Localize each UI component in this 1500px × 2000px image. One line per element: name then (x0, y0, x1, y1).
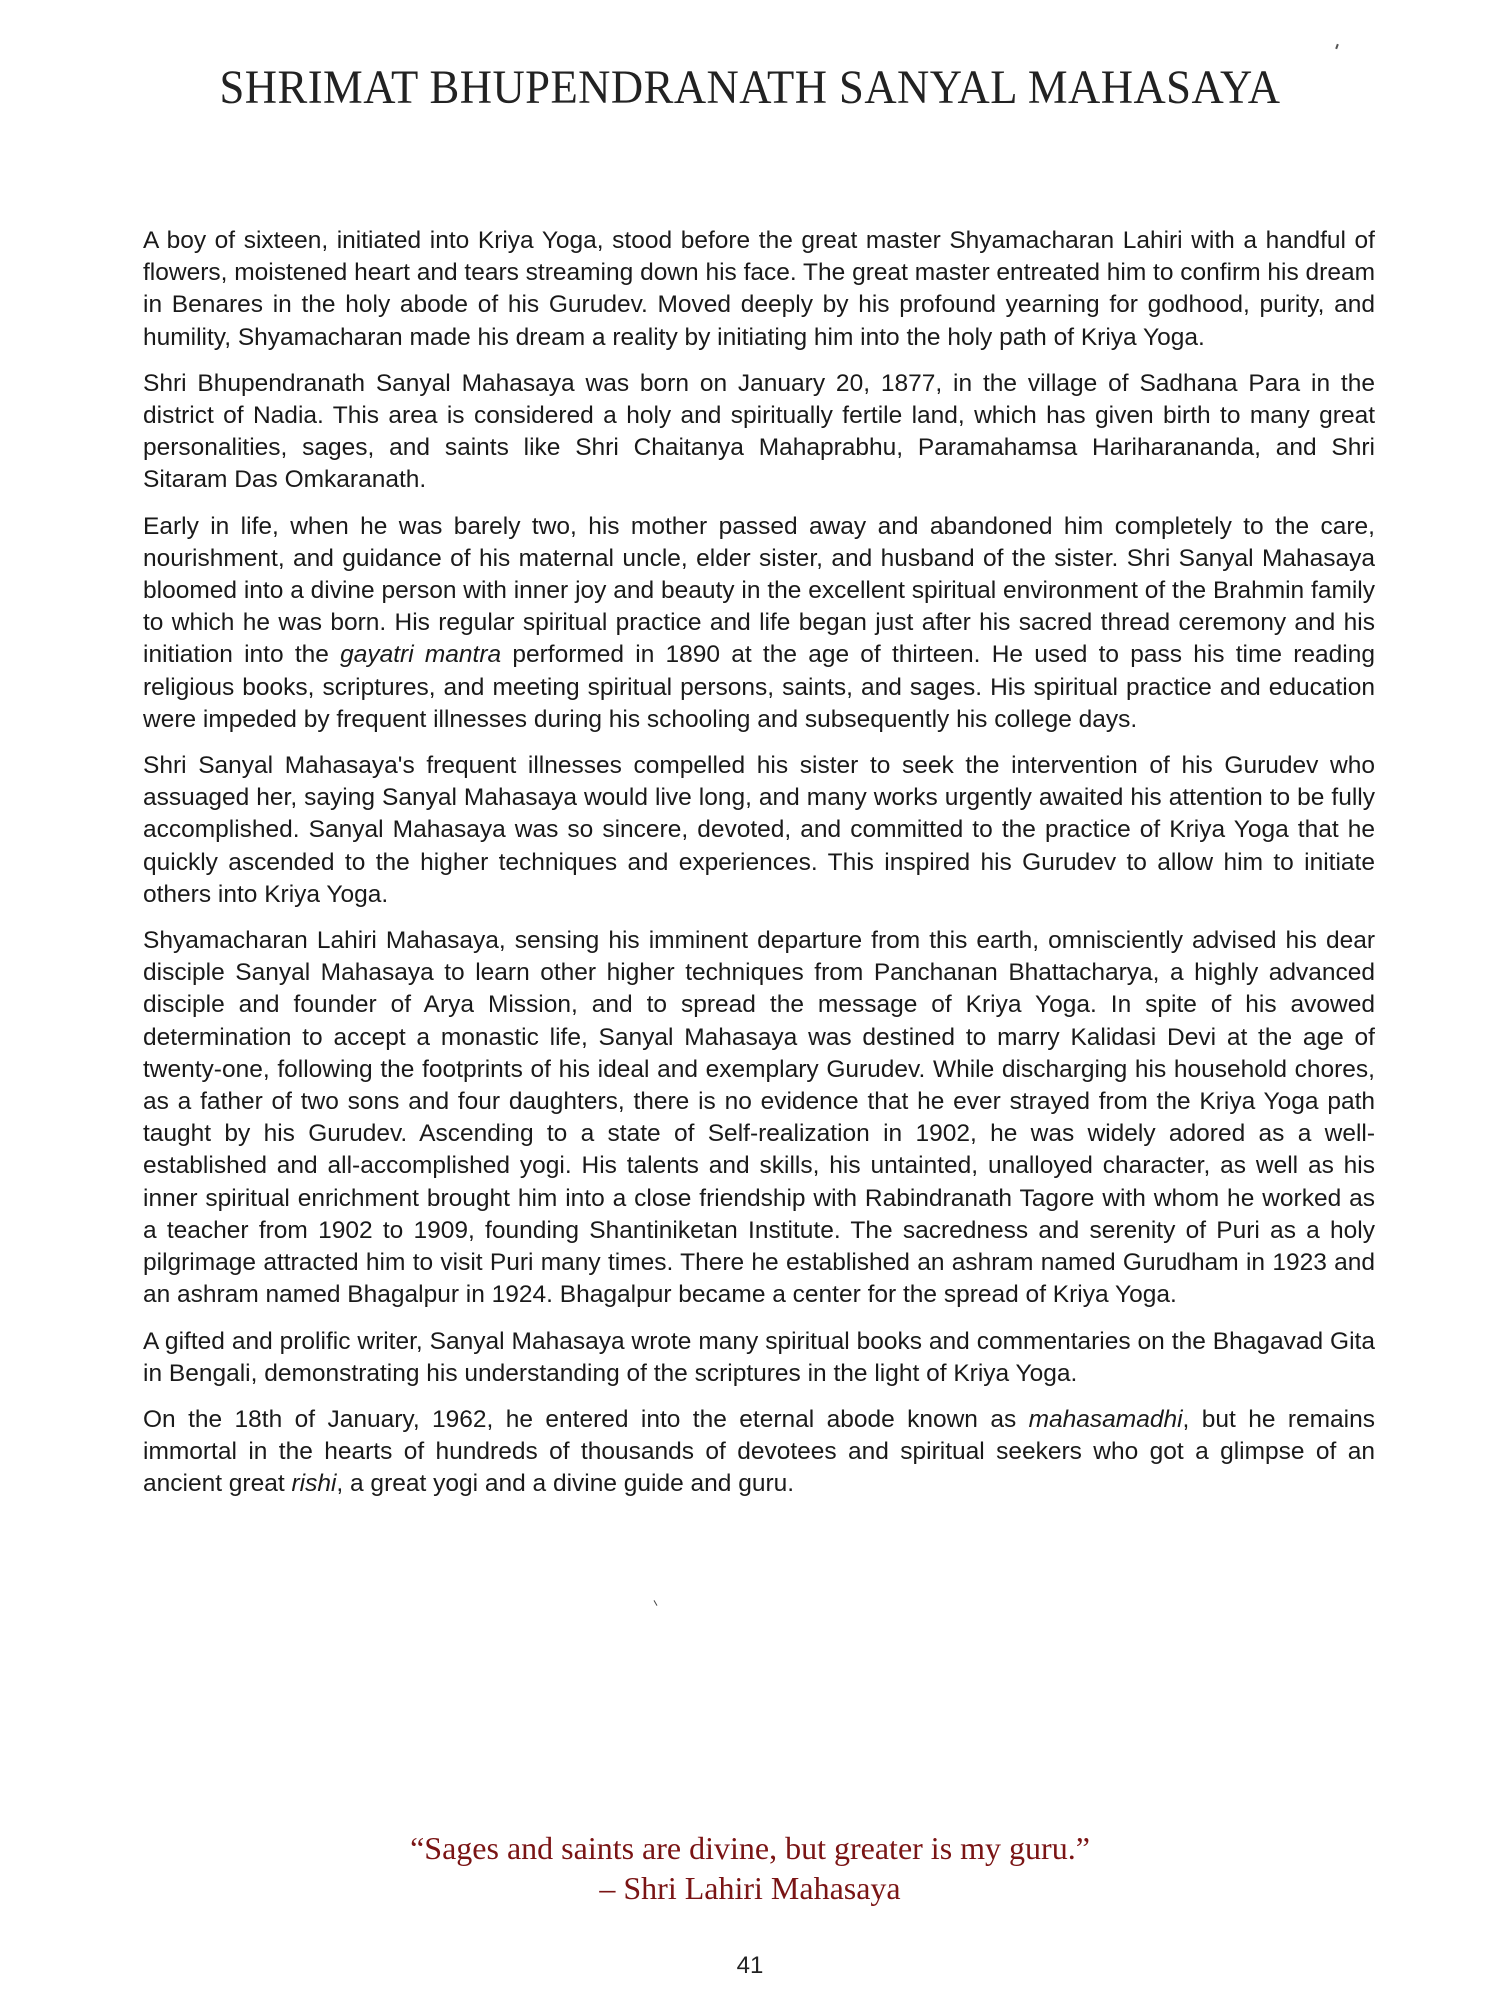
text-segment: , a great yogi and a divine guide and guru. (336, 1470, 795, 1498)
paragraph-early-life (143, 511, 1375, 736)
text-segment: Shri Bhupendranath Sanyal Mahasaya was born on January 20, 1877, in the village of Sadhana Para in the district of Nadia. This area is considered a holy and spiritually fertile land, which has given birth to many great personalities, sages, and saints like Shri Chaitanya Mahaprabhu, Paramahamsa Hariharananda, and Shri Sitaram Das Omkaranath. (143, 369, 1375, 494)
text-segment: Shyamacharan Lahiri Mahasaya, sensing his imminent departure from this earth, omnisciently advised his dear disciple Sanyal Mahasaya to learn other higher techniques from Panchanan Bhattacharya, a highly advanced disciple and founder of Arya Mission, and to spread the message of Kriya Yoga. In spite of his avowed determination to accept a monastic life, Sanyal Mahasaya was destined to marry Kalidasi Devi at the age of twenty-one, following the footprints of his ideal and exemplary Gurudev. While discharging his household chores, as a father of two sons and four daughters, there is no evidence that he ever strayed from the Kriya Yoga path taught by his Gurudev. Ascending to a state of Self-realization in 1902, he was widely adored as a well-established and all-accomplished yogi. His talents and skills, his untainted, unalloyed character, as well as his inner spiritual enrichment brought him into a close friendship with Rabindranath Tagore with whom he worked as a teacher from 1902 to 1909, founding Shantiniketan Institute. The sacredness and serenity of Puri as a holy pilgrimage attracted him to visit Puri many times. There he established an ashram named Gurudham in 1923 and an ashram named Bhagalpur in 1924. Bhagalpur became a center for the spread of Kriya Yoga. (143, 927, 1375, 1309)
pull-quote (0, 1828, 1500, 1908)
text-segment: A boy of sixteen, initiated into Kriya Yoga, stood before the great master Shyamacharan Lahiri with a handful of flowers, moistened heart and tears streaming down his face. The great master entreated him to confirm his dream in Benares in the holy abode of his Gurudev. Moved deeply by his profound yearning for godhood, purity, and humility, Shyamacharan made his dream a reality by initiating him into the holy path of Kriya Yoga. (143, 227, 1375, 351)
text-segment: performed in 1890 at the age of thirteen. He used to pass his time reading religious books, scriptures, and meeting spiritual persons, saints, and sages. His spiritual practice and education were impeded by frequent illnesses during his schooling and subsequently his college days. (143, 641, 1375, 733)
paragraph-initiation (143, 225, 1375, 354)
quote-text: “Sages and saints are divine, but greater is my guru.” (410, 1830, 1090, 1866)
paragraph-discipleship (143, 925, 1375, 1311)
italic-term: rishi (291, 1470, 337, 1498)
page-number: 41 (736, 1952, 764, 1979)
text-segment: , but he remains immortal in the hearts of hundreds of thousands of devotees and spiritual seekers who got a glimpse of an ancient great (143, 1405, 1375, 1498)
italic-term: mahasamadhi (1028, 1405, 1183, 1433)
paragraph-writings (143, 1326, 1375, 1390)
quote-attribution: – Shri Lahiri Mahasaya (599, 1870, 901, 1906)
scan-speck (1335, 44, 1339, 49)
text-segment: A gifted and prolific writer, Sanyal Mahasaya wrote many spiritual books and commentaries on the Bhagavad Gita in Bengali, demonstrating his understanding of the scriptures in the light of Kriya Yoga. (143, 1327, 1375, 1387)
italic-term: gayatri mantra (340, 641, 502, 669)
paragraph-mahasamadhi (143, 1404, 1375, 1501)
scan-speck (654, 1600, 658, 1606)
text-segment: On the 18th of January, 1962, he entered into the eternal abode known as (143, 1405, 1029, 1433)
article-body (143, 225, 1375, 1515)
page-title: SHRIMAT BHUPENDRANATH SANYAL MAHASAYA (219, 61, 1281, 114)
paragraph-birth (143, 368, 1375, 497)
text-segment: Early in life, when he was barely two, his mother passed away and abandoned him completely to the care, nourishment, and guidance of his maternal uncle, elder sister, and husband of the sister. Shri Sanyal Mahasaya bloomed into a divine person with inner joy and beauty in the excellent spiritual environment of the Brahmin family to which he was born. His regular spiritual practice and life began just after his sacred thread ceremony and his initiation into the (143, 512, 1375, 669)
text-segment: Shri Sanyal Mahasaya's frequent illnesses compelled his sister to seek the intervention of his Gurudev who assuaged her, saying Sanyal Mahasaya would live long, and many works urgently awaited his attention to be fully accomplished. Sanyal Mahasaya was so sincere, devoted, and committed to the practice of Kriya Yoga that he quickly ascended to the higher techniques and experiences. This inspired his Gurudev to allow him to initiate others into Kriya Yoga. (143, 752, 1375, 908)
paragraph-illnesses (143, 750, 1375, 911)
